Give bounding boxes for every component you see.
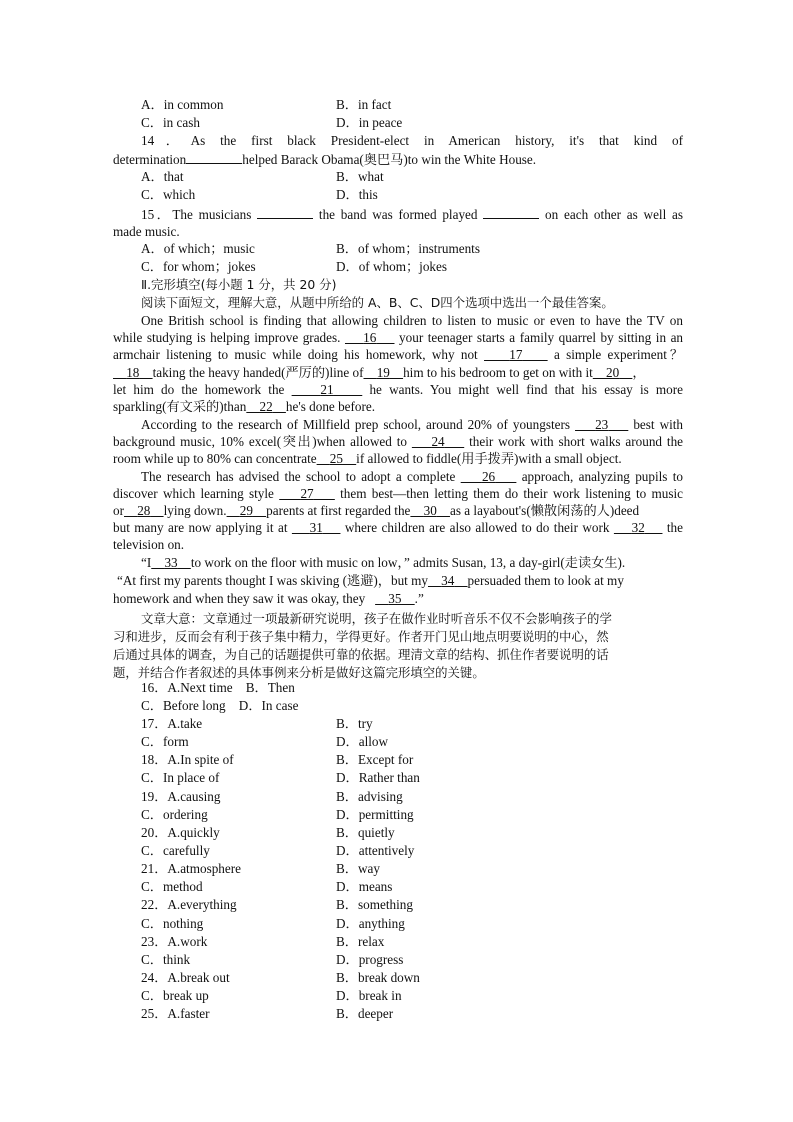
q15-stem-line2: made music. [113,224,180,239]
passage-line: but many are now applying it at 31 where children are also allowed to do their work 32 the [113,520,684,535]
q13-option-a: A．in common [141,97,224,112]
q14-option-b: B．what [336,169,384,184]
passage-line: background music, 10% excel(突出)when allowed to 24 their work with short walks around the [113,434,684,449]
answer-blank [483,205,539,219]
blank-18: 18 [126,365,140,380]
q16-line1: 16．A.Next time B．Then [141,680,295,695]
q15-option-b: B．of whom；instruments [336,241,480,256]
option-a: 24．A.break out [141,970,230,985]
passage-line: television on. [113,537,185,552]
option-a: 21．A.atmosphere [141,861,241,876]
q14-option-c: C．which [141,187,196,202]
option-c: C．form [141,734,189,749]
option-b: B．relax [336,934,385,949]
passage-line: “At first my parents thought I was skiving (逃避)，but my 34 persuaded them to look at my [117,573,624,588]
option-d: D．allow [336,734,389,749]
option-a: 20．A.quickly [141,825,220,840]
q13-option-d: D．in peace [336,115,403,130]
passage-line: while studying is helping improve grades. 16 your teenager starts a family quarrel by sitting in an [113,330,684,345]
q15-option-d: D．of whom；jokes [336,259,447,274]
option-c: C．carefully [141,843,210,858]
answer-blank [186,150,242,164]
passage-line: 18 taking the heavy handed(严厉的)line of 19 him to his bedroom to get on with it 20 ， [113,364,683,382]
option-a: 23．A.work [141,934,208,949]
blank-26: 26 [481,469,496,484]
option-b: B．quietly [336,825,395,840]
blank-34: 34 [441,573,455,588]
option-c: C．In place of [141,770,220,785]
passage-line: homework and when they saw it was okay, they 35 .” [113,591,424,606]
section-instruction: 阅读下面短文，理解大意，从题中所给的 A、B、C、D四个选项中选出一个最佳答案。 [141,295,614,310]
q13-option-b: B．in fact [336,97,392,112]
passage-line: The research has advised the school to adopt a complete 26 approach, analyzing pupils to [141,469,684,484]
q14-option-d: D．this [336,187,378,202]
option-c: C．method [141,879,203,894]
blank-31: 31 [309,520,323,535]
option-b: B．Except for [336,752,414,767]
blank-35: 35 [388,591,402,606]
option-b: B．way [336,861,380,876]
option-c: C．think [141,952,191,967]
blank-17: 17 [509,347,523,362]
q14-option-a: A．that [141,169,184,184]
passage-line: “I 33 to work on the floor with music on low，” admits Susan, 13, a day-girl(走读女生). [141,555,626,570]
blank-20: 20 [606,365,620,380]
summary-line: 后通过具体的调查，为自己的话题提供可靠的依据。理清文章的结构、抓住作者要说明的话 [113,647,609,662]
option-b: B．break down [336,970,420,985]
blank-33: 33 [164,555,178,570]
option-c: C．nothing [141,916,204,931]
q14-stem-line2: determination helped Barack Obama(奥巴马)to win the White House. [113,152,537,167]
q16-line2: C．Before long D．In case [141,698,299,713]
option-c: C．ordering [141,807,208,822]
option-a: 18．A.In spite of [141,752,234,767]
passage-line: or 28 lying down. 29 parents at first regarded the 30 as a layabout's(懒散闲荡的人)deed [113,503,640,518]
passage-line: One British school is finding that allowing children to listen to music or even to have the TV on [141,313,683,328]
blank-32: 32 [631,520,645,535]
option-a: 22．A.everything [141,897,237,912]
blank-29: 29 [239,503,253,518]
q15-option-c: C．for whom；jokes [141,259,256,274]
blank-19: 19 [376,365,390,380]
passage-line: let him do the homework the 21 he wants. You might well find that his essay is more [113,382,684,397]
blank-16: 16 [363,330,377,345]
blank-28: 28 [137,503,151,518]
blank-24: 24 [431,434,445,449]
passage-line: According to the research of Millfield prep school, around 20% of youngsters 23 best with [141,417,684,432]
q13-option-c: C．in cash [141,115,200,130]
section-heading: Ⅱ.完形填空(每小题 1 分，共 20 分) [141,277,337,292]
option-d: D．permitting [336,807,414,822]
q15-stem-line1: 15．The musicians the band was formed played on each other as well as [141,207,684,222]
option-b: B．try [336,716,373,731]
blank-25: 25 [329,451,343,466]
option-b: B．deeper [336,1006,394,1021]
blank-30: 30 [423,503,437,518]
blank-23: 23 [595,417,609,432]
option-d: D．break in [336,988,402,1003]
q15-option-a: A．of which；music [141,241,255,256]
option-a: 17．A.take [141,716,203,731]
option-b: B．something [336,897,413,912]
option-a: 25．A.faster [141,1006,210,1021]
q14-stem-line1: 14．As the first black President-elect in American history, it's that kind of [141,133,683,148]
option-c: C．break up [141,988,209,1003]
option-d: D．attentively [336,843,415,858]
option-d: D．Rather than [336,770,420,785]
passage-line: discover which learning style 27 them best—then letting them do their work listening to music [113,486,684,501]
passage-line: sparkling(有文采的)than 22 he's done before. [113,399,376,414]
option-d: D．means [336,879,393,894]
summary-line: 文章大意：文章通过一项最新研究说明，孩子在做作业时听音乐不仅不会影响孩子的学 [141,611,612,626]
answer-blank [257,205,313,219]
summary-line: 题，并结合作者叙述的具体事例来分析是做好这篇完形填空的关键。 [113,665,485,680]
passage-line: armchair listening to music while doing his homework, why not 17 a simple experiment？ [113,347,684,362]
option-d: D．progress [336,952,404,967]
option-d: D．anything [336,916,405,931]
summary-line: 习和进步，反而会有利于孩子集中精力，学得更好。作者开门见山地点明要说明的中心，然 [113,629,609,644]
passage-line: room while up to 80% can concentrate 25 if allowed to fiddle(用手拨弄)with a small object. [113,451,622,466]
blank-22: 22 [259,399,273,414]
option-b: B．advising [336,789,403,804]
option-a: 19．A.causing [141,789,221,804]
blank-21: 21 [320,382,334,397]
blank-27: 27 [300,486,314,501]
